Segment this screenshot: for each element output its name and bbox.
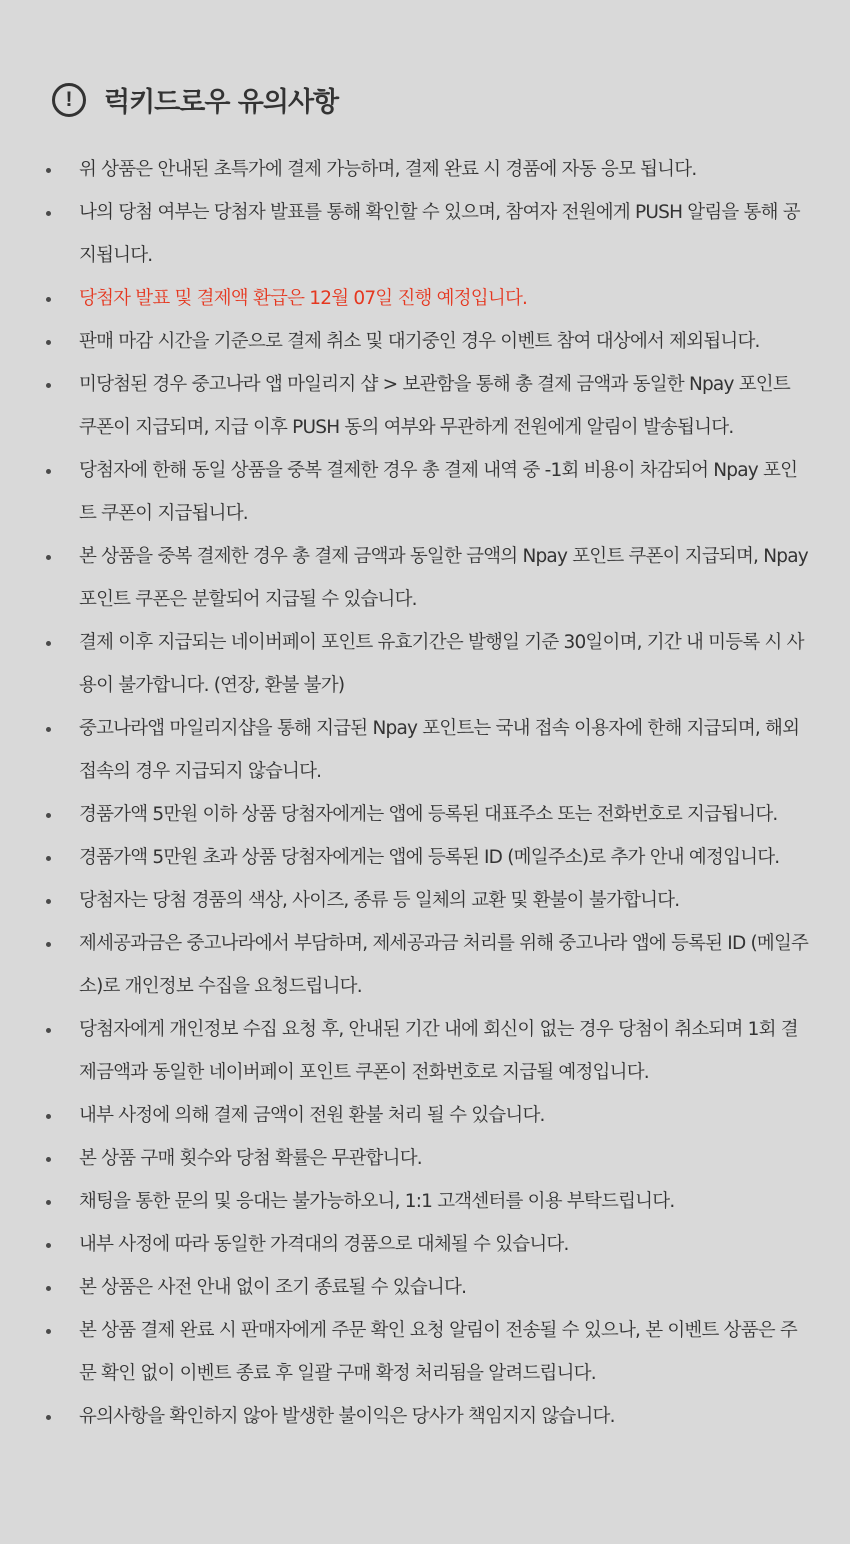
notice-item [0, 879, 850, 922]
notice-item-text: 본 상품을 중복 결제한 경우 총 결제 금액과 동일한 금액의 Npay 포인트 쿠폰이 지급되며, Npay 포인트 쿠폰은 분할되어 지급될 수 있습니다. [79, 546, 808, 610]
notice-item-text: 당첨자에게 개인정보 수집 요청 후, 안내된 기간 내에 회신이 없는 경우 당첨이 취소되며 1회 결제금액과 동일한 네이버페이 포인트 쿠폰이 전화번호로 지급될 예정입니다. [79, 1019, 798, 1083]
bullet-icon [46, 383, 51, 388]
notice-item-text: 내부 사정에 따라 동일한 가격대의 경품으로 대체될 수 있습니다. [79, 1234, 569, 1255]
notice-item-text: 제세공과금은 중고나라에서 부담하며, 제세공과금 처리를 위해 중고나라 앱에 등록된 ID (메일주소)로 개인정보 수집을 요청드립니다. [79, 933, 809, 997]
bullet-icon [46, 727, 51, 732]
bullet-icon [46, 297, 51, 302]
notice-item [0, 1180, 850, 1223]
bullet-icon [46, 1200, 51, 1205]
bullet-icon [46, 942, 51, 947]
notice-item [0, 621, 850, 707]
notice-item-text: 당첨자에 한해 동일 상품을 중복 결제한 경우 총 결제 내역 중 -1회 비용이 차감되어 Npay 포인트 쿠폰이 지급됩니다. [79, 460, 798, 524]
notice-item [0, 1137, 850, 1180]
notice-title: 럭키드로우 유의사항 [104, 87, 339, 118]
notice-item [0, 449, 850, 535]
notice-item-text: 유의사항을 확인하지 않아 발생한 불이익은 당사가 책임지지 않습니다. [79, 1406, 615, 1427]
bullet-icon [46, 469, 51, 474]
notice-header [52, 80, 338, 119]
notice-list [0, 148, 850, 1438]
bullet-icon [46, 211, 51, 216]
bullet-icon [46, 813, 51, 818]
notice-item [0, 148, 850, 191]
notice-item [0, 793, 850, 836]
bullet-icon [46, 555, 51, 560]
notice-item-text: 본 상품은 사전 안내 없이 조기 종료될 수 있습니다. [79, 1277, 467, 1298]
bullet-icon [46, 856, 51, 861]
notice-item [0, 363, 850, 449]
notice-item [0, 1309, 850, 1395]
notice-item-text: 나의 당첨 여부는 당첨자 발표를 통해 확인할 수 있으며, 참여자 전원에게 PUSH 알림을 통해 공지됩니다. [79, 202, 800, 266]
notice-item-text: 본 상품 결제 완료 시 판매자에게 주문 확인 요청 알림이 전송될 수 있으나, 본 이벤트 상품은 주문 확인 없이 이벤트 종료 후 일괄 구매 확정 처리됨을 알려드립니다. [79, 1320, 798, 1384]
notice-item-text: 결제 이후 지급되는 네이버페이 포인트 유효기간은 발행일 기준 30일이며, 기간 내 미등록 시 사용이 불가합니다. (연장, 환불 불가) [79, 632, 804, 696]
notice-item-text: 당첨자 발표 및 결제액 환급은 12월 07일 진행 예정입니다. [79, 288, 528, 309]
notice-item-text: 위 상품은 안내된 초특가에 결제 가능하며, 결제 완료 시 경품에 자동 응모 됩니다. [79, 159, 697, 180]
notice-item-text: 경품가액 5만원 초과 상품 당첨자에게는 앱에 등록된 ID (메일주소)로 추가 안내 예정입니다. [79, 847, 780, 868]
notice-item-text: 당첨자는 당첨 경품의 색상, 사이즈, 종류 등 일체의 교환 및 환불이 불가합니다. [79, 890, 680, 911]
bullet-icon [46, 1286, 51, 1291]
notice-item [0, 191, 850, 277]
notice-item-highlight [0, 277, 850, 320]
bullet-icon [46, 340, 51, 345]
notice-item [0, 707, 850, 793]
bullet-icon [46, 899, 51, 904]
bullet-icon [46, 1243, 51, 1248]
notice-item [0, 836, 850, 879]
notice-item [0, 1094, 850, 1137]
notice-item-text: 미당첨된 경우 중고나라 앱 마일리지 샵 > 보관함을 통해 총 결제 금액과 동일한 Npay 포인트 쿠폰이 지급되며, 지급 이후 PUSH 동의 여부와 무관하게 전원에게 알림이 발송됩니다. [79, 374, 790, 438]
notice-item-text: 채팅을 통한 문의 및 응대는 불가능하오니, 1:1 고객센터를 이용 부탁드립니다. [79, 1191, 675, 1212]
bullet-icon [46, 1028, 51, 1033]
exclamation-circle-icon: ! [52, 83, 86, 117]
bullet-icon [46, 1114, 51, 1119]
notice-item [0, 1008, 850, 1094]
notice-item [0, 1266, 850, 1309]
notice-item [0, 1223, 850, 1266]
notice-item-text: 경품가액 5만원 이하 상품 당첨자에게는 앱에 등록된 대표주소 또는 전화번호로 지급됩니다. [79, 804, 778, 825]
notice-item-text: 중고나라앱 마일리지샵을 통해 지급된 Npay 포인트는 국내 접속 이용자에 한해 지급되며, 해외 접속의 경우 지급되지 않습니다. [79, 718, 800, 782]
notice-item-text: 본 상품 구매 횟수와 당첨 확률은 무관합니다. [79, 1148, 422, 1169]
bullet-icon [46, 1157, 51, 1162]
bullet-icon [46, 641, 51, 646]
bullet-icon [46, 1415, 51, 1420]
notice-item [0, 922, 850, 1008]
notice-item [0, 535, 850, 621]
bullet-icon [46, 168, 51, 173]
notice-item-text: 내부 사정에 의해 결제 금액이 전원 환불 처리 될 수 있습니다. [79, 1105, 545, 1126]
notice-item [0, 320, 850, 363]
notice-item-text: 판매 마감 시간을 기준으로 결제 취소 및 대기중인 경우 이벤트 참여 대상에서 제외됩니다. [79, 331, 760, 352]
notice-item [0, 1395, 850, 1438]
bullet-icon [46, 1329, 51, 1334]
